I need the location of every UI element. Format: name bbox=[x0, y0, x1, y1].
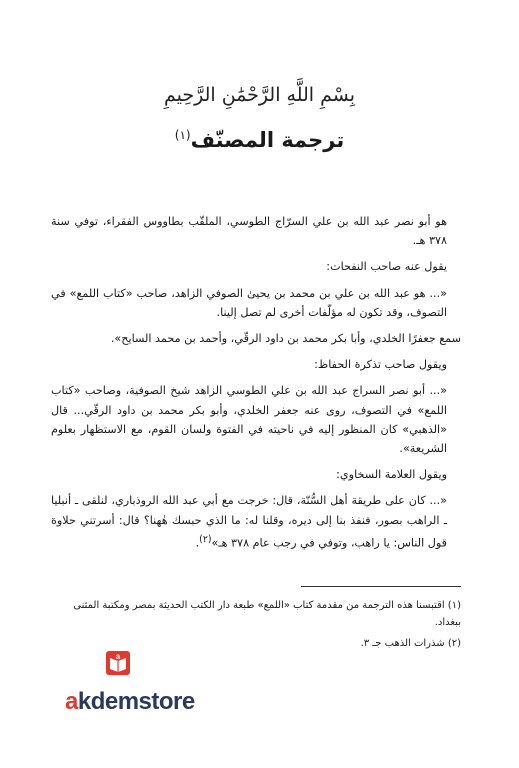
title-text: ترجمة المصنّف bbox=[190, 128, 345, 152]
paragraph-tadhkira-quote: «... أبو نصر السراج عبد الله بن علي الطوسي الزاهد شيخ الصوفية، وصاحب «كتاب اللمع» في التصوف، روى عنه جعفر الخلدي، وأبو بكر محمد بن داود الرقّي... قال «الذهبي» كان المنظور إليه في ناحيته في الفتوة ولسان القوم، مع الاستظهار بعلوم الشريعة». bbox=[51, 384, 447, 456]
paragraph-nafahat-quote-cont: سمع جعفرًا الخلدي، وأبا بكر محمد بن داود الرقّي، وأحمد بن محمد السايح». bbox=[110, 332, 461, 346]
sakhawi-footnote-mark: (٢) bbox=[199, 533, 212, 545]
paragraph-sakhawi-quote bbox=[51, 491, 461, 552]
sakhawi-quote-text: «... كان على طريقة أهل السُّنّة، قال: خرجت مع أبي عبد الله الروذباري، لنلقى ـ أنبليا ـ الراهب بصور، فنفذ بنا إلى ديره، وقلنا له: ما الذي حبسك هٰهنا؟ قال: أسرتني حلاوة قول الناس: يا راهب، وتوفي في رجب عام ٣٧٨ هـ» bbox=[51, 494, 447, 550]
paragraph-intro: هو أبو نصر عبد الله بن علي السرّاج الطوسي، الملقّب بطاووس الفقراء، توفي سنة ٣٧٨ هـ. bbox=[51, 215, 447, 248]
paragraph-nafahat-heading: يقول عنه صاحب النفحات: bbox=[326, 260, 447, 274]
store-logo bbox=[65, 650, 195, 724]
footnote-divider bbox=[301, 586, 461, 587]
paragraph-sakhawi-heading: ويقول العلامة السخاوي: bbox=[336, 468, 447, 482]
footnotes bbox=[51, 597, 461, 656]
page-title bbox=[0, 128, 519, 152]
footnote-1: (١) اقتبسنا هذه الترجمة من مقدمة كتاب «اللمع» طبعة دار الكتب الحديثة بمصر ومكتبة المثنى ببغداد. bbox=[73, 600, 461, 628]
svg-text:a: a bbox=[115, 652, 121, 661]
main-text bbox=[51, 212, 461, 560]
logo-wordmark bbox=[65, 688, 195, 716]
logo-word-rest: kdemstore bbox=[77, 688, 195, 715]
footnote-2: (٢) شذرات الذهب جـ ٣. bbox=[360, 638, 461, 649]
paragraph-nafahat-quote: «... هو عبد الله بن علي بن محمد بن يحيىٰ الصوفي الزاهد، صاحب «كتاب اللمع» في التصوف، وقد تكون له مؤلّفات أخرى لم تصل إلينا. bbox=[51, 286, 447, 319]
sakhawi-quote-end: . bbox=[195, 536, 200, 550]
book-icon bbox=[105, 650, 131, 676]
basmala: بِسْمِ اللَّهِ الرَّحْمَٰنِ الرَّحِيمِ bbox=[164, 84, 355, 106]
paragraph-tadhkira-heading: ويقول صاحب تذكرة الحفاظ: bbox=[314, 358, 447, 372]
title-footnote-mark: (١) bbox=[174, 128, 191, 142]
logo-letter-a: a bbox=[65, 688, 78, 715]
